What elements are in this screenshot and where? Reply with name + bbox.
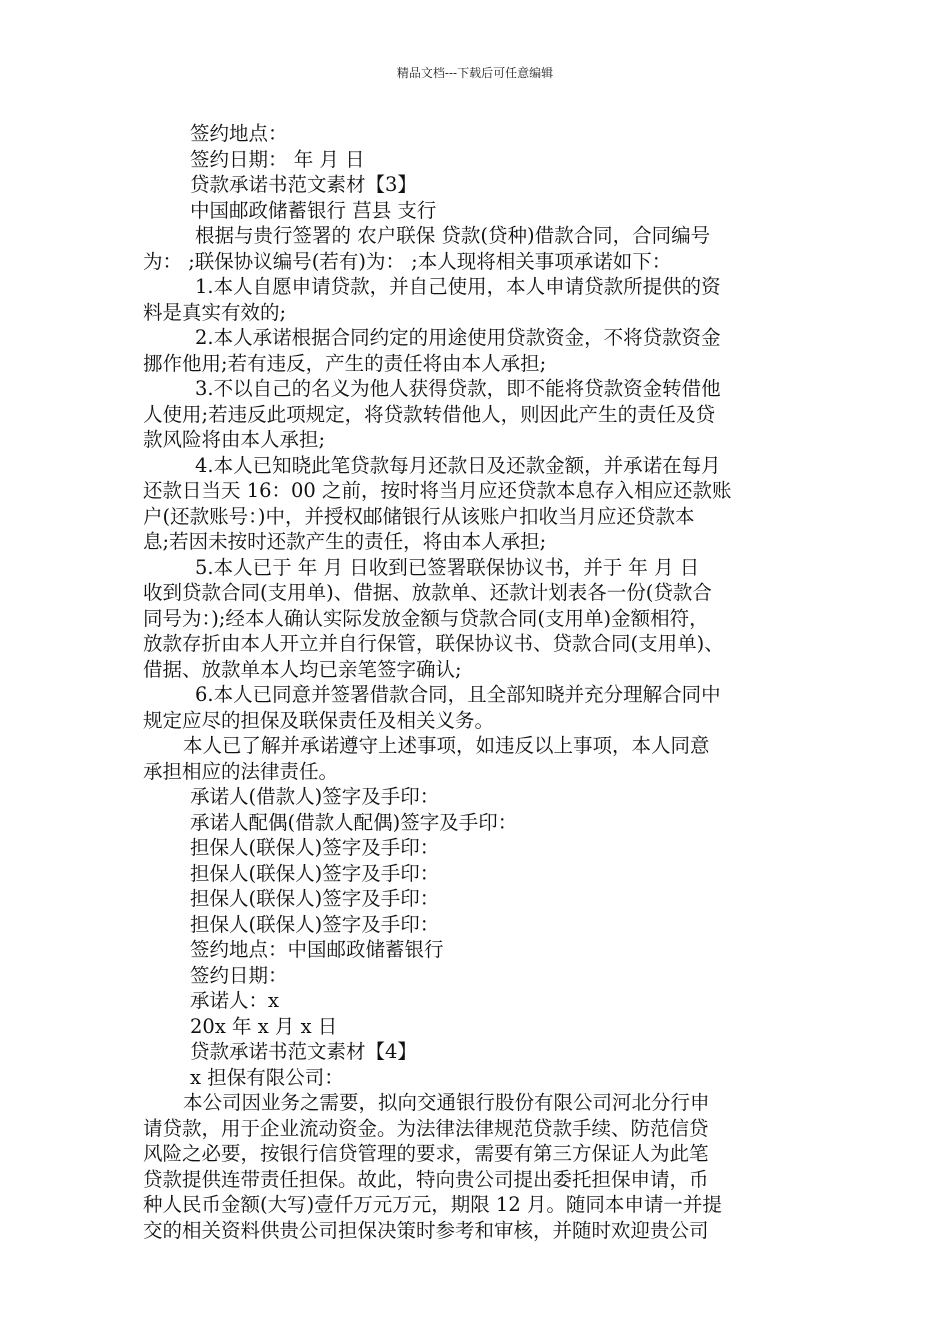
text-line: 为： ;联保协议编号(若有)为： ;本人现将相关事项承诺如下： <box>143 249 672 273</box>
text-line: 料是真实有效的; <box>143 300 287 324</box>
text-line: 担保人(联保人)签字及手印： <box>190 836 440 859</box>
text-line: 3.不以自己的名义为他人获得贷款，即不能将贷款资金转借他 <box>195 377 721 400</box>
text-line: 签约日期： 年 月 日 <box>190 147 365 171</box>
text-line: 请贷款，用于企业流动资金。为法律法律规范贷款手续、防范信贷 <box>143 1116 709 1140</box>
text-line: 本人已了解并承诺遵守上述事项，如违反以上事项，本人同意 <box>183 734 710 757</box>
text-line: 风险之必要，按银行信贷管理的要求，需要有第三方保证人为此笔 <box>143 1142 709 1165</box>
text-line: 承诺人：x <box>190 989 279 1012</box>
text-line: 户(还款账号：)中，并授权邮储银行从该账户扣收当月应还贷款本 <box>143 504 695 528</box>
document-body <box>143 121 808 1243</box>
text-line: 种人民币金额(大写)壹仟万元万元，期限 12 月。随同本申请一并提 <box>143 1193 722 1216</box>
text-line: 贷款承诺书范文素材【3】 <box>190 173 417 196</box>
text-line: 担保人(联保人)签字及手印： <box>190 861 440 885</box>
text-line: 承担相应的法律责任。 <box>143 759 339 783</box>
text-line: 挪作他用;若有违反，产生的责任将由本人承担; <box>143 351 547 375</box>
page-header: 精品文档---下载后可任意编辑 <box>396 66 554 80</box>
text-line: 承诺人配偶(借款人配偶)签字及手印： <box>190 810 518 834</box>
text-line: 签约地点： <box>190 122 288 145</box>
text-line: 收到贷款合同(支用单)、借据、放款单、还款计划表各一份(贷款合 <box>143 581 712 604</box>
text-line: 同号为：);经本人确认实际发放金额与贷款合同(支用单)金额相符， <box>143 606 709 630</box>
text-line: 息;若因未按时还款产生的责任，将由本人承担; <box>143 530 547 553</box>
text-line: 借据、放款单本人均已亲笔签字确认; <box>143 657 462 681</box>
text-line: 1.本人自愿申请贷款，并自己使用，本人申请贷款所提供的资 <box>195 275 721 298</box>
text-line: 款风险将由本人承担; <box>143 428 326 451</box>
text-line: 根据与贵行签署的 农户联保 贷款(贷种)借款合同，合同编号 <box>195 224 711 247</box>
text-line: 20x 年 x 月 x 日 <box>190 1014 338 1038</box>
text-line: 本公司因业务之需要，拟向交通银行股份有限公司河北分行申 <box>183 1091 710 1114</box>
text-line: 贷款提供连带责任担保。故此，特向贵公司提出委托担保申请，币 <box>143 1167 709 1191</box>
text-line: 承诺人(借款人)签字及手印： <box>190 785 440 808</box>
text-line: 交的相关资料供贵公司担保决策时参考和审核，并随时欢迎贵公司 <box>143 1218 709 1242</box>
text-line: 规定应尽的担保及联保责任及相关义务。 <box>143 708 495 732</box>
text-line: 担保人(联保人)签字及手印： <box>190 887 440 910</box>
text-line: x 担保有限公司： <box>190 1065 344 1089</box>
text-line: 5.本人已于 年 月 日收到已签署联保协议书，并于 年 月 日 <box>195 555 700 579</box>
text-line: 6.本人已同意并签署借款合同，且全部知晓并充分理解合同中 <box>195 683 721 706</box>
text-line: 签约地点：中国邮政储蓄银行 <box>190 938 444 961</box>
text-line: 中国邮政储蓄银行 莒县 支行 <box>190 198 437 222</box>
text-line: 还款日当天 16：00 之前，按时将当月应还贷款本息存入相应还款账 <box>143 479 732 502</box>
text-line: 2.本人承诺根据合同约定的用途使用贷款资金，不将贷款资金 <box>195 326 721 349</box>
text-line: 放款存折由本人开立并自行保管，联保协议书、贷款合同(支用单)、 <box>143 632 724 655</box>
text-line: 贷款承诺书范文素材【4】 <box>190 1040 417 1063</box>
text-line: 担保人(联保人)签字及手印： <box>190 912 440 936</box>
text-line: 人使用;若违反此项规定，将贷款转借他人，则因此产生的责任及贷 <box>143 402 716 426</box>
text-line: 签约日期： <box>190 963 288 987</box>
text-line: 4.本人已知晓此笔贷款每月还款日及还款金额，并承诺在每月 <box>195 453 721 477</box>
